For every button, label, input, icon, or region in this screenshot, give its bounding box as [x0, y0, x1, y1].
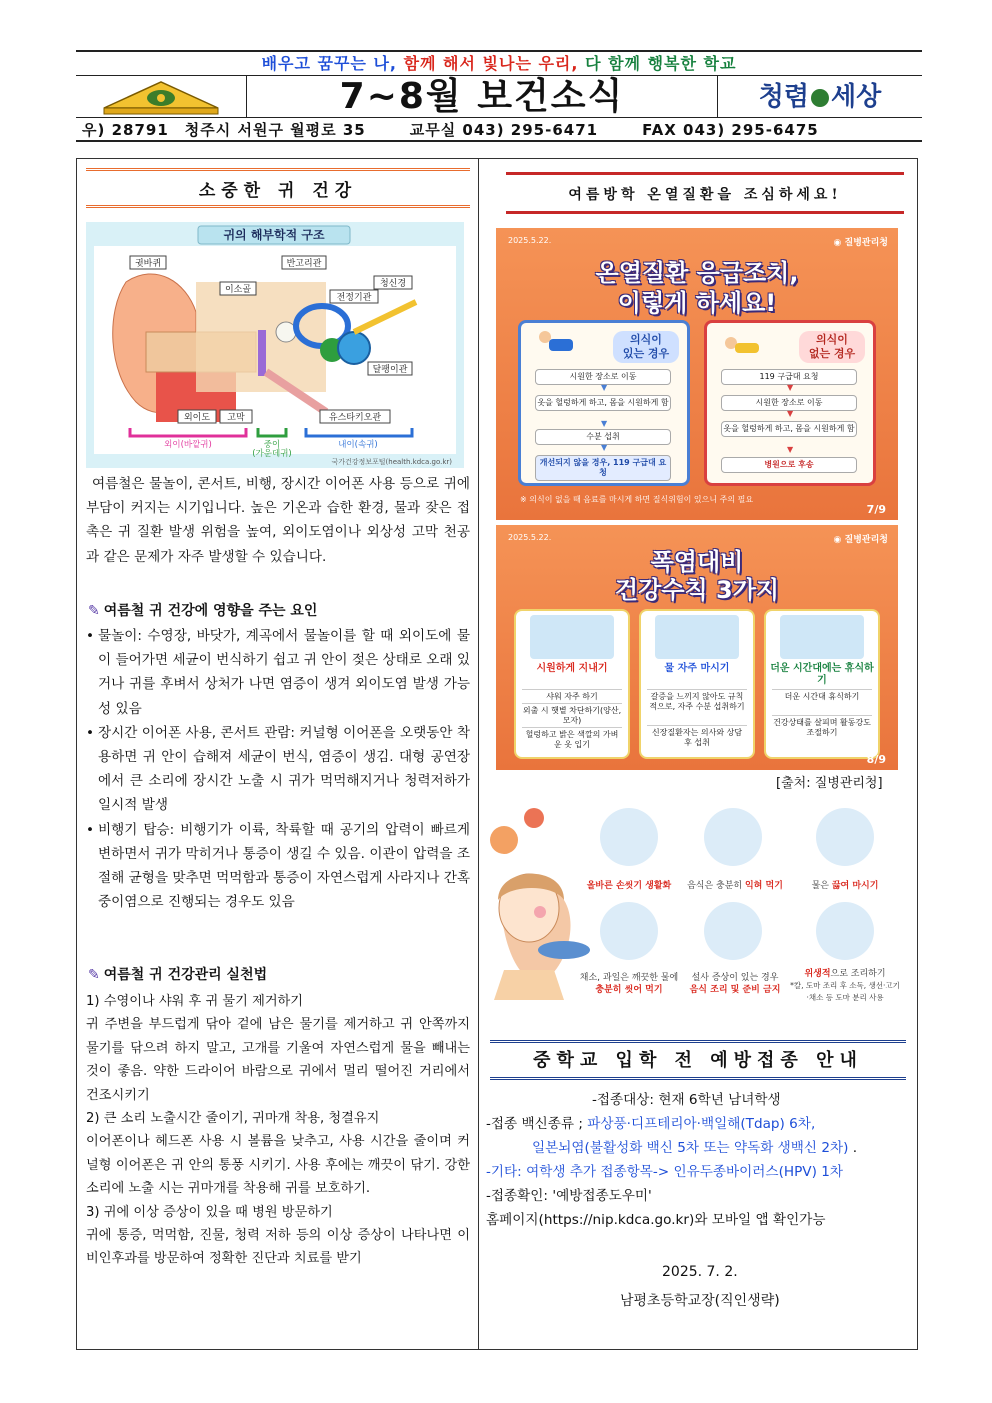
- label-eardrum: 고막: [227, 413, 245, 423]
- down-arrow-icon: ▼: [787, 409, 794, 418]
- label-eustachian: 유스타키오관: [328, 413, 382, 423]
- rule-2-line-1: 갈증을 느끼지 않아도 규칙적으로, 자주 수분 섭취하기: [647, 689, 747, 712]
- motto-part-1: 배우고 꿈꾸는 나,: [261, 54, 397, 73]
- contact-bar: [76, 118, 922, 142]
- page-title: 7~8월 보건소식: [246, 76, 718, 118]
- care-item-3-body: 귀에 통증, 먹먹함, 진물, 청력 저하 등의 이상 증상이 나타나면 이비인후과를 방문하여 정확한 진단과 치료를 받기: [86, 1228, 470, 1267]
- first-aid-infographic: [496, 228, 898, 520]
- handwashing-icon: [600, 808, 658, 866]
- unconscious-step-2: 시원한 장소로 이동: [721, 395, 857, 411]
- integrity-brand: [718, 76, 922, 118]
- heat-illness-heading: 여름방학 온열질환을 조심하세요!: [506, 172, 904, 214]
- fax: FAX 043) 295-6475: [642, 121, 819, 139]
- down-arrow-icon: ▼: [601, 383, 608, 392]
- factor-earphones: 장시간 이어폰 사용, 콘서트 관람: 커널형 이어폰을 오랫동안 착용하면 귀 안이 습해져 세균이 번식, 염증이 생김. 대형 공연장에서 큰 소리에 장시간 노출 시 귀가 먹먹해지거나 청력저하가 일시적 발생: [98, 724, 470, 814]
- factor-flight: 비행기 탑승: 비행기가 이륙, 착륙할 때 공기의 압력이 빠르게 변하면서 귀가 막히거나 통증이 생길 수 있음. 이관이 압력을 조절해 균형을 맞추면 먹먹함과 통증이 자연스럽게 사라지나 간혹 중이염으로 진행되는 경우도 있음: [98, 821, 470, 911]
- conscious-step-1: 시원한 장소로 이동: [535, 369, 671, 385]
- hygiene-tip-2: [680, 880, 790, 892]
- bullet-icon: •: [86, 628, 95, 644]
- card2-org: ◉ 질병관리청: [833, 535, 888, 545]
- rule-1-line-2: 외출 시 햇볕 차단하기(양산, 모자): [522, 703, 622, 726]
- toilet-icon: [704, 902, 762, 960]
- heatwave-rules-infographic: [496, 525, 898, 770]
- conscious-step-3: 수분 섭취: [535, 429, 671, 445]
- fruit-icon: [600, 902, 658, 960]
- inner-ear-label: 내이(속귀): [338, 440, 378, 450]
- conscious-label: [613, 331, 679, 363]
- header-row: [76, 76, 922, 118]
- vaccine-homepage: 홈페이지(https://nip.kdca.go.kr)와 모바일 앱 확인가능: [486, 1212, 826, 1228]
- vaccine-types-2-end: .: [852, 1140, 858, 1156]
- motto-part-2: 함께 해서 빛나는 우리,: [403, 54, 579, 73]
- card2-date: 2025.5.22.: [508, 533, 552, 542]
- label-vestibule: 전정기관: [336, 293, 372, 303]
- card2-org-text: 질병관리청: [844, 535, 888, 545]
- bullet-icon: •: [86, 821, 95, 838]
- care-item-3-title: 3) 귀에 이상 증상이 있을 때 병원 방문하기: [86, 1204, 333, 1220]
- label-cochlea: 달팽이관: [372, 365, 408, 375]
- rule-1-line-1: 샤워 자주 하기: [522, 689, 622, 702]
- hygiene-tip-4: [574, 972, 684, 996]
- list-item: [86, 818, 470, 915]
- label-ear-canal: 외이도: [183, 413, 211, 423]
- factors-list: [86, 624, 470, 914]
- care-heading: [88, 964, 267, 984]
- hygiene-tip-6: [790, 968, 900, 1004]
- rule-1-line-3: 헐렁하고 밝은 색깔의 가벼운 옷 입기: [522, 727, 622, 750]
- school-motto: [76, 50, 922, 76]
- card1-title-line-2: 이렇게 하세요!: [617, 289, 777, 317]
- cutting-board-icon: [816, 902, 874, 960]
- label-ossicles: 이소골: [224, 285, 252, 295]
- rule-3-line-1: 더운 시간대 휴식하기: [772, 689, 872, 702]
- hygiene-tip-6-em: 위생적: [804, 969, 831, 979]
- down-arrow-icon: ▼: [787, 445, 794, 454]
- vaccine-types-line-1: [486, 1112, 815, 1136]
- unconscious-panel: [704, 320, 876, 486]
- ear-health-heading: 소중한 귀 건강: [86, 168, 470, 208]
- hygiene-tip-2-em: 익혀 먹기: [744, 881, 783, 891]
- care-item-2-body: 이어폰이나 헤드폰 사용 시 볼륨을 낮추고, 사용 시간을 줄이며 커널형 이어폰은 귀 안의 통풍 시키기. 사용 후에는 깨끗이 닦기. 강한 소리에 노출 시는 귀마개를 착용해 귀를 보호하기.: [86, 1134, 470, 1197]
- card1-date: 2025.5.22.: [508, 236, 552, 245]
- label-auricle: 귓바퀴: [134, 259, 162, 269]
- conscious-label-1: 의식이: [630, 333, 662, 346]
- rule-3-title: 더운 시간대에는 휴식하기: [770, 663, 874, 686]
- rule-stay-cool: [514, 609, 630, 759]
- conscious-panel: [518, 320, 690, 486]
- kettle-icon: [816, 808, 874, 866]
- vaccine-types-2: 일본뇌염(불활성화 백신 5차 또는 약독화 생백신 2차): [532, 1140, 849, 1156]
- vaccination-heading: 중학교 입학 전 예방접종 안내: [490, 1040, 906, 1080]
- diagram-credit: 국가건강정보포털(health.kdca.go.kr): [331, 458, 452, 466]
- middle-ear-label-1: 중이: [263, 440, 281, 450]
- school-emblem-icon: [76, 76, 246, 118]
- hygiene-tip-5-pre: 설사 증상이 있는 경우: [691, 973, 779, 983]
- school-logo: [76, 76, 246, 118]
- motto-part-3: 다 함께 행복한 학교: [585, 54, 737, 73]
- ear-intro-paragraph: 여름철은 물놀이, 콘서트, 비행, 장시간 이어폰 사용 등으로 귀에 부담이 커지는 시기입니다. 높은 기온과 습한 환경, 물과 잦은 접촉은 귀 질환 발생 위험을 높여, 외이도염이나 외상성 고막 천공과 같은 문제가 자주 발생할 수 있습니다.: [86, 476, 470, 565]
- list-item: [86, 721, 470, 818]
- hat-person-icon: [530, 615, 614, 659]
- check-pencil-icon: ✎: [88, 603, 100, 619]
- factors-heading-text: 여름철 귀 건강에 영향을 주는 요인: [103, 603, 318, 619]
- hygiene-tip-1-text: 올바른 손씻기 생활화: [586, 881, 672, 891]
- brand-word-2: 세상: [831, 82, 882, 112]
- ear-diagram-svg: [86, 222, 464, 468]
- unconscious-label: [799, 331, 865, 363]
- list-item: [86, 624, 470, 721]
- hygiene-tip-5: [680, 972, 790, 996]
- vaccine-types-label: -접종 백신종류 ;: [486, 1116, 583, 1132]
- food-hygiene-infographic: [484, 800, 906, 1012]
- rule-1-title: 시원하게 지내기: [536, 663, 608, 674]
- conscious-label-2: 있는 경우: [622, 347, 670, 360]
- ear-anatomy-diagram: [86, 222, 464, 468]
- conscious-step-2: 옷을 헐렁하게 하고, 몸을 시원하게 함: [535, 395, 671, 411]
- hygiene-tip-4-em: 충분히 씻어 먹기: [595, 985, 663, 995]
- hygiene-tip-5-em: 음식 조리 및 준비 금지: [689, 985, 781, 995]
- principal-signature: 남평초등학교장(직인생략): [620, 1293, 780, 1309]
- card1-title-line-1: 온열질환 응급조치,: [595, 259, 799, 287]
- hygiene-tip-4-pre: 채소, 과일은 깨끗한 물에: [579, 973, 679, 983]
- hygiene-tip-3: [790, 880, 900, 892]
- resting-person-icon: [535, 329, 577, 359]
- vaccine-check: -접종확인: '예방접종도우미': [486, 1188, 652, 1204]
- hygiene-tip-3-em: 끓여 마시기: [831, 881, 879, 891]
- middle-ear-label-2: (가운데귀): [252, 449, 292, 459]
- care-item-1-body: 귀 주변을 부드럽게 닦아 겉에 남은 물기를 제거하고 귀 안쪽까지 물기를 닦으려 하지 말고, 고개를 기울여 자연스럽게 물을 빼내는 것이 좋음. 약한 드라이어 바람으로 귀에서 멀리 떨어진 거리에서 건조시키기: [86, 1017, 470, 1103]
- card2-title-line-2: 건강수칙 3가지: [614, 576, 780, 604]
- outer-ear-label: 외이(바깥귀): [164, 440, 212, 450]
- rule-3-line-2: 건강상태를 살피며 활동강도 조절하기: [772, 715, 872, 738]
- drinking-person-icon: [655, 615, 739, 659]
- address: 청주시 서원구 월평로 35: [184, 121, 366, 139]
- hygiene-tip-3-pre: 물은: [811, 881, 832, 891]
- hygiene-tip-1: [574, 880, 684, 892]
- unconscious-step-4: 병원으로 후송: [721, 457, 857, 473]
- check-pencil-icon: ✎: [88, 967, 100, 983]
- eardrum: [258, 330, 266, 376]
- factors-heading: [88, 600, 317, 620]
- hygiene-tip-6-post: 으로 조리하기: [830, 969, 886, 979]
- card1-note: ※ 의식이 없을 때 음료를 마시게 하면 질식위험이 있으니 주의 필요: [520, 495, 754, 504]
- label-semicircular: 반고리관: [286, 259, 322, 269]
- rule-drink-water: [639, 609, 755, 759]
- zip-code: 우) 28791: [82, 121, 169, 139]
- care-item-1-title: 1) 수영이나 샤워 후 귀 물기 제거하기: [86, 994, 304, 1009]
- brand-dot-icon: [811, 89, 829, 107]
- unconscious-label-2: 없는 경우: [808, 347, 856, 360]
- vaccine-target: -접종대상: 현재 6학년 남녀학생: [592, 1092, 781, 1108]
- vaccine-other: -기타: 여학생 추가 접종항목-> 인유두종바이러스(HPV) 1차: [486, 1164, 843, 1180]
- rule-2-line-2: 신장질환자는 의사와 상담 후 섭취: [647, 725, 747, 748]
- care-heading-text: 여름철 귀 건강관리 실천법: [103, 967, 268, 983]
- rule-2-title: 물 자주 마시기: [664, 663, 730, 674]
- care-item-2-title: 2) 큰 소리 노출시간 줄이기, 귀마개 착용, 청결유지: [86, 1111, 380, 1127]
- card2-title-line-1: 폭염대비: [650, 548, 744, 576]
- source-credit: [출처: 질병관리청]: [776, 776, 883, 791]
- column-divider: [478, 158, 479, 1350]
- factor-swimming: 물놀이: 수영장, 바닷가, 계곡에서 물놀이를 할 때 외이도에 물이 들어가면 세균이 번식하기 쉽고 귀 안이 젖은 상태로 오래 있거나 귀를 후벼서 상처가 나면 염증이 생겨 외이도염 발생 가능성 있음: [98, 628, 470, 717]
- card2-page: 8/9: [866, 753, 886, 766]
- card1-org: ◉ 질병관리청: [833, 238, 888, 248]
- down-arrow-icon: ▼: [787, 383, 794, 392]
- brand-word-1: 청렴: [758, 82, 809, 112]
- phone: 교무실 043) 295-6471: [409, 121, 599, 139]
- down-arrow-icon: ▼: [601, 443, 608, 452]
- issue-date: 2025. 7. 2.: [662, 1264, 738, 1280]
- card1-page: 7/9: [866, 503, 886, 516]
- unconscious-step-3: 옷을 헐렁하게 하고, 몸을 시원하게 함: [721, 421, 857, 437]
- rule-rest: [764, 609, 880, 759]
- card1-org-text: 질병관리청: [844, 238, 888, 248]
- vaccine-types-line-2: [532, 1136, 857, 1160]
- hygiene-tip-6-small: *칼, 도마 조리 후 소독, 생선·고기·채소 등 도마 분리 사용: [790, 981, 900, 1002]
- care-list: [86, 990, 470, 1271]
- hygiene-tip-2-pre: 음식은 충분히: [687, 881, 745, 891]
- cooking-pot-icon: [704, 808, 762, 866]
- cochlea: [338, 332, 370, 364]
- label-auditory-nerve: 청신경: [379, 279, 407, 289]
- unconscious-step-1: 119 구급대 요청: [721, 369, 857, 385]
- resting-worker-icon: [780, 615, 864, 659]
- fainted-person-icon: [721, 329, 763, 359]
- unconscious-label-1: 의식이: [816, 333, 848, 346]
- bullet-icon: •: [86, 724, 95, 741]
- down-arrow-icon: ▼: [601, 419, 608, 428]
- diagram-title: 귀의 해부학적 구조: [223, 228, 325, 242]
- vaccine-types-1: 파상풍·디프테리아·백일해(Tdap) 6차,: [587, 1116, 816, 1132]
- conscious-step-4: 개선되지 않을 경우, 119 구급대 요청: [535, 455, 671, 481]
